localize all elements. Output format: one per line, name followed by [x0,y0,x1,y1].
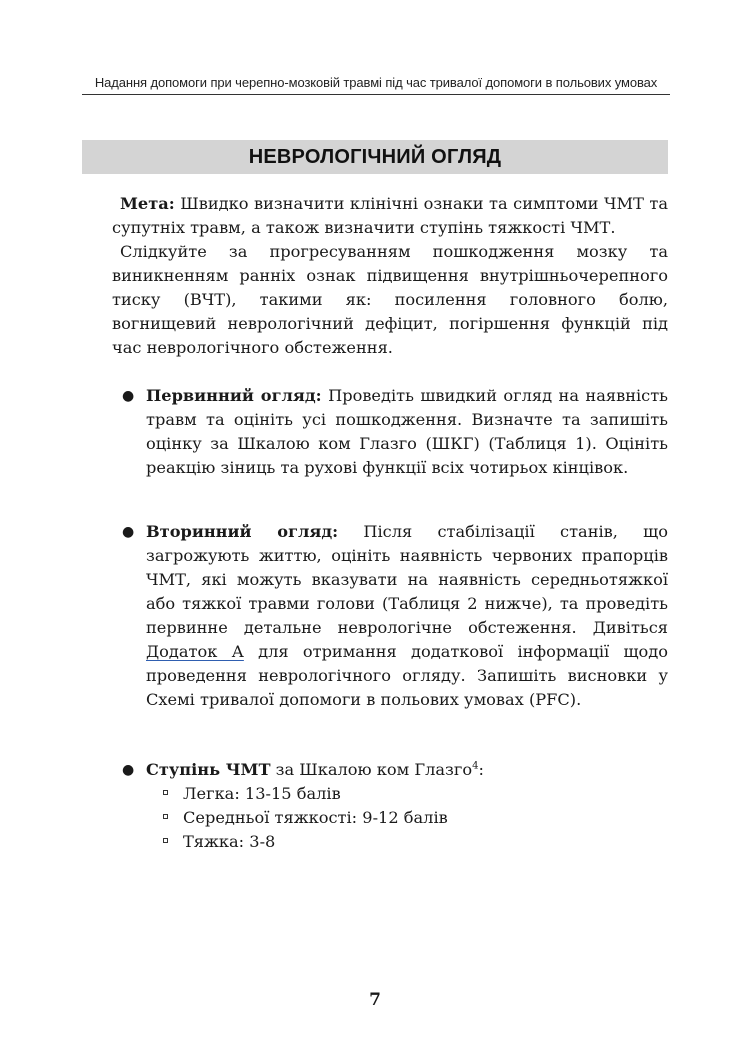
intro-block [112,192,668,360]
goal-label: Мета: [120,194,175,213]
appendix-a-link[interactable]: Додаток А [146,642,244,661]
bullet-severity [122,758,668,782]
severity-level-item: Середньої тяжкості: 9-12 балів [163,806,643,830]
footnote-ref: 4 [472,760,479,772]
goal-paragraph [112,192,668,240]
secondary-survey-label: Вторинний огляд: [146,522,339,541]
secondary-survey-text-1: Після стабілізації станів, що загрожують життю, оцініть наявність червоних прапорців ЧМТ, які можуть вказувати на наявність середньотяжкої або тяжкої травми голови (Таблиця 2 нижче), та проведіть первинне детальне неврологічне обстеження. Дивіться [146,522,668,637]
bullet-primary-survey [122,384,668,480]
bullet-dot-icon: ● [122,762,135,778]
goal-text: Швидко визначити клінічні ознаки та симптоми ЧМТ та супутніх травм, а також визначити ступінь тяжкості ЧМТ. [112,194,668,237]
section-banner [82,140,668,174]
section-title: НЕВРОЛОГІЧНИЙ ОГЛЯД [248,145,502,168]
bullet-dot-icon: ● [122,388,135,404]
running-header: Надання допомоги при черепно-мозковій травмі під час тривалої допомоги в польових умовах [94,75,658,90]
square-bullet-icon [163,838,168,843]
monitor-paragraph: Слідкуйте за прогресуванням пошкодження мозку та виникненням ранніх ознак підвищення внутрішньочерепного тиску (ВЧТ), такими як: посилення головного болю, вогнищевий неврологічний дефіцит, погіршення функцій під час неврологічного обстеження. [112,242,668,357]
severity-suffix: : [478,760,484,779]
primary-survey-label: Первинний огляд: [146,386,322,405]
severity-levels-list [163,782,643,854]
bullet-dot-icon: ● [122,524,135,540]
severity-text: за Шкалою ком Глазго [270,760,473,779]
severity-level-item: Легка: 13-15 балів [163,782,643,806]
square-bullet-icon [163,814,168,819]
severity-level-item: Тяжка: 3-8 [163,830,643,854]
secondary-survey-text-2: для отримання додаткової інформації щодо проведення неврологічного огляду. Запишіть висновки у Схемі тривалої допомоги в польових умовах (PFC). [146,642,668,709]
bullet-secondary-survey [122,520,668,712]
page-number: 7 [369,990,381,1010]
primary-survey-text: Проведіть швидкий огляд на наявність травм та оцініть усі пошкодження. Визначте та запишіть оцінку за Шкалою ком Глазго (ШКГ) (Таблиця 1). Оцініть реакцію зіниць та рухові функції всіх чотирьох кінцівок. [146,386,668,477]
severity-label: Ступінь ЧМТ [146,760,271,779]
square-bullet-icon [163,790,168,795]
header-divider [82,94,670,95]
